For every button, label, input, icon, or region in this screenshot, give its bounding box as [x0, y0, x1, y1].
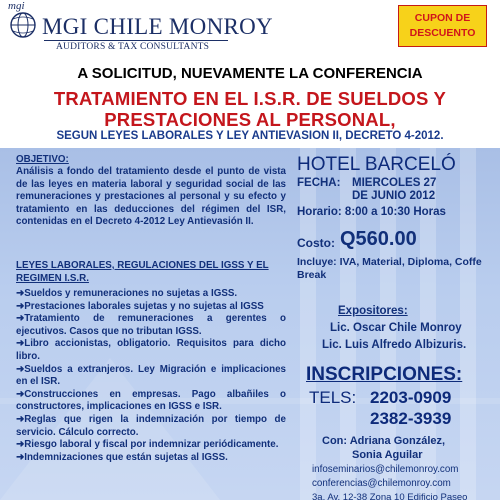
contact-line-1: Con: Adriana González,: [322, 435, 446, 447]
address-text: 3a. Av. 12-38 Zona 10 Edificio Paseo: [312, 492, 468, 500]
arrow-bullet-icon: ➜: [16, 300, 25, 312]
objetivo-label: OBJETIVO:: [16, 154, 69, 165]
coupon-line-2: DESCUENTO: [409, 27, 476, 39]
date-label: FECHA:: [297, 177, 341, 189]
list-item: ➜Sueldos a extranjeros. Ley Migración e implicaciones en el ISR.: [16, 363, 286, 388]
info-panel: [0, 148, 500, 500]
list-item: ➜Construcciones en empresas. Pago albañiles o constructores, implicaciones en IGSS e ISR.: [16, 388, 286, 413]
list-item: ➜Indemnizaciones que están sujetas al IGSS.: [16, 451, 228, 463]
arrow-bullet-icon: ➜: [16, 313, 25, 325]
includes-text: Incluye: IVA, Material, Diploma, Coffe Break: [297, 256, 482, 281]
arrow-bullet-icon: ➜: [16, 413, 25, 425]
list-item: ➜Tratamiento de remuneraciones a gerentes o ejecutivos. Casos que no tributan IGSS.: [16, 313, 286, 337]
arrow-bullet-icon: ➜: [16, 451, 25, 463]
discount-coupon-badge[interactable]: [398, 5, 487, 47]
registration-heading: INSCRIPCIONES:: [306, 364, 463, 385]
phones-label: TELS:: [309, 388, 357, 407]
speaker-name: Lic. Luis Alfredo Albizuris.: [322, 339, 467, 351]
brand-subtitle: AUDITORS & TAX CONSULTANTS: [56, 42, 210, 52]
topics-list: [16, 288, 286, 464]
list-item: ➜Prestaciones laborales sujetas y no sujetas al IGSS: [16, 300, 264, 312]
contact-line-2: Sonia Aguilar: [352, 449, 423, 461]
email-link[interactable]: infoseminarios@chilemonroy.com: [312, 464, 459, 475]
list-item: ➜Libro accionistas, obligatorio. Requisitos para dicho libro.: [16, 338, 286, 362]
date-line-1: MIERCOLES 27: [352, 177, 437, 189]
arrow-bullet-icon: ➜: [16, 363, 25, 375]
email-link[interactable]: conferencias@chilemonroy.com: [312, 478, 451, 489]
brand-name: MGI CHILE MONROY: [42, 14, 273, 39]
list-item: ➜Reglas que rigen la indemnización por tiempo de servicio. Cálculo correcto.: [16, 413, 286, 438]
coupon-line-1: CUPON DE: [414, 12, 471, 24]
phone-number[interactable]: 2382-3939: [370, 409, 452, 428]
phone-number[interactable]: 2203-0909: [370, 388, 452, 407]
arrow-bullet-icon: ➜: [16, 439, 25, 451]
main-subtitle: SEGUN LEYES LABORALES Y LEY ANTIEVASION II, DECRETO 4-2012.: [56, 130, 444, 142]
arrow-bullet-icon: ➜: [16, 388, 25, 400]
arrow-bullet-icon: ➜: [16, 288, 25, 299]
mgi-small-logo-text: mgi: [8, 0, 25, 12]
main-title-line-2: PRESTACIONES AL PERSONAL,: [104, 109, 396, 130]
date-line-2: DE JUNIO 2012: [352, 190, 436, 202]
globe-logo-icon: [8, 10, 38, 40]
arrow-bullet-icon: ➜: [16, 338, 25, 350]
speaker-name: Lic. Oscar Chile Monroy: [330, 322, 462, 334]
cost-value: Q560.00: [340, 228, 417, 250]
main-title-line-1: TRATAMIENTO EN EL I.S.R. DE SUELDOS Y: [53, 88, 447, 109]
brand-divider: [44, 40, 228, 41]
speakers-label: Expositores:: [338, 305, 408, 317]
leyes-section-title: LEYES LABORALES, REGULACIONES DEL IGSS Y EL REGIMEN I.S.R.: [16, 260, 269, 284]
cost-label: Costo:: [297, 236, 335, 250]
schedule: Horario: 8:00 a 10:30 Horas: [297, 206, 446, 218]
list-item: ➜Sueldos y remuneraciones no sujetas a IGSS.: [16, 288, 238, 299]
intro-heading: A SOLICITUD, NUEVAMENTE LA CONFERENCIA: [77, 65, 423, 82]
venue-name: HOTEL BARCELÓ: [297, 154, 456, 175]
date-value: [352, 177, 492, 203]
objetivo-text: Análisis a fondo del tratamiento desde el punto de vista de las leyes en materia laboral y seguridad social de las remuneraciones y prestaciones al personal y su efecto y tratamiento en las deducciones del régimen del ISR, contenidas en el Decreto 4-2012 Ley Antievasión II.: [16, 166, 286, 228]
list-item: ➜Riesgo laboral y fiscal por indemnizar periódicamente.: [16, 439, 279, 451]
